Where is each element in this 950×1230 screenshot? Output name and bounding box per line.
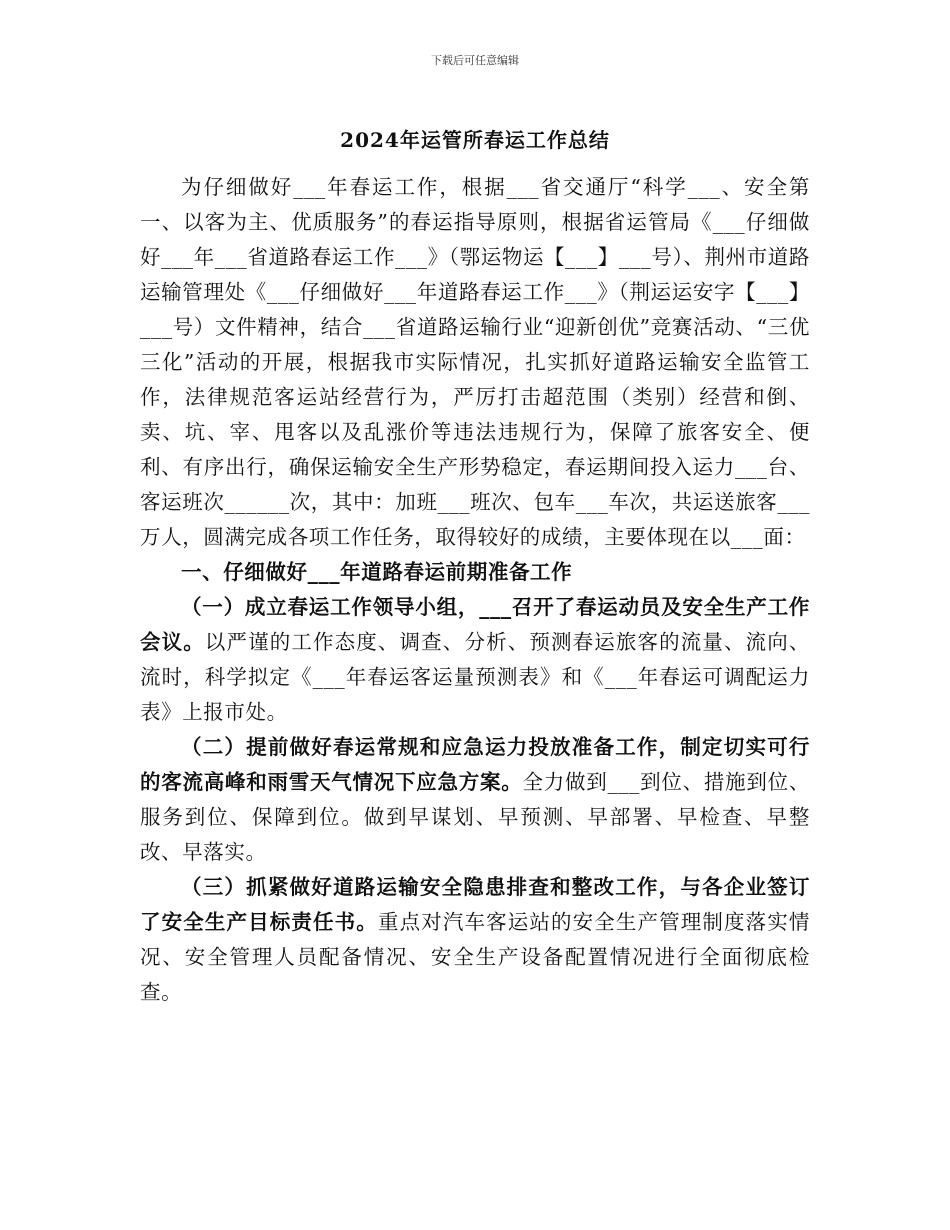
item-body-3: 重点对汽车客运站的安全生产管理制度落实情况、安全管理人员配备情况、安全生产设备配置情况进行全面彻底检查。 <box>140 910 811 1004</box>
document-body <box>140 170 810 1010</box>
item-lead-1: （一）成立春运工作领导小组，___召开了春运动员及安全生产工作会议。 <box>140 595 810 654</box>
item-paragraph-3 <box>140 870 810 1010</box>
item-lead-3: （三）抓紧做好道路运输安全隐患排查和整改工作，与各企业签订了安全生产目标责任书。 <box>140 875 810 934</box>
item-lead-2: （二）提前做好春运常规和应急运力投放准备工作，制定切实可行的客流高峰和雨雪天气情况下应急方案。 <box>140 735 810 794</box>
item-paragraph-2 <box>140 730 810 870</box>
header-note: 下载后可任意编辑 <box>431 54 519 67</box>
item-body-1: 以严谨的工作态度、调查、分析、预测春运旅客的流量、流向、流时，科学拟定《___年春运客运量预测表》和《___年春运可调配运力表》上报市处。 <box>140 630 810 724</box>
item-paragraph-1 <box>140 590 810 730</box>
section-heading: 一、仔细做好___年道路春运前期准备工作 <box>181 560 573 584</box>
item-body-2: 全力做到___到位、措施到位、服务到位、保障到位。做到早谋划、早预测、早部署、早检查、早整改、早落实。 <box>140 770 810 864</box>
intro-paragraph: 为仔细做好___年春运工作，根据___省交通厅“科学___、安全第一、以客为主、优质服务”的春运指导原则，根据省运管局《___仔细做好___年___省道路春运工作___》（鄂运物运【___】___号）、荆州市道路运输管理处《___仔细做好___年道路春运工作___》（荆运运安字【___】___号）文件精神，结合___省道路运输行业“迎新创优”竞赛活动、“三优三化”活动的开展，根据我市实际情况，扎实抓好道路运输安全监管工作，法律规范客运站经营行为，严厉打击超范围（类别）经营和倒、卖、坑、宰、甩客以及乱涨价等违法违规行为，保障了旅客安全、便利、有序出行，确保运输安全生产形势稳定，春运期间投入运力___台、客运班次______次，其中：加班___班次、包车___车次，共运送旅客___万人，圆满完成各项工作任务，取得较好的成绩，主要体现在以___面： <box>140 175 810 549</box>
document-title: 2024年运管所春运工作总结 <box>340 128 610 152</box>
